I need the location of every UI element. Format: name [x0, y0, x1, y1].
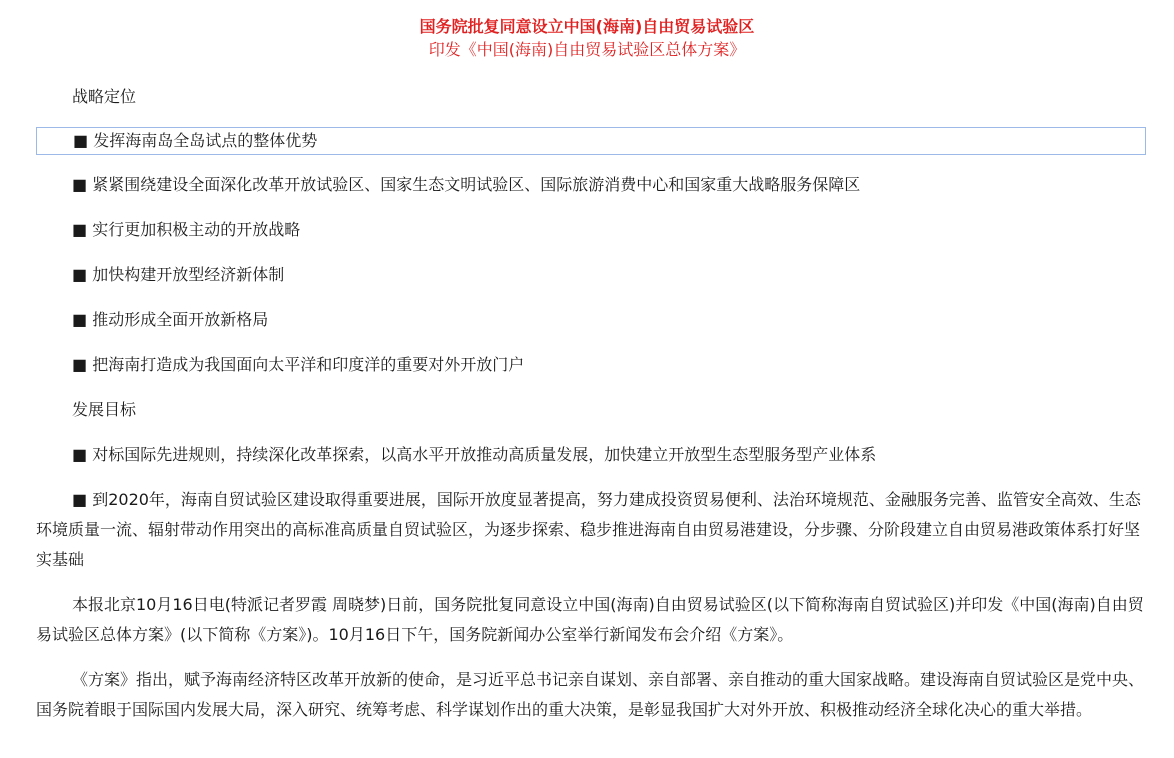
- list-item: ■ 实行更加积极主动的开放战略: [72, 220, 301, 239]
- news-paragraph: 本报北京10月16日电(特派记者罗霞 周晓梦)日前，国务院批复同意设立中国(海南)自由贸易试验区(以下简称海南自贸试验区)并印发《中国(海南)自由贸易试验区总体方案》(以下简称《方案》)。10月16日下午，国务院新闻办公室举行新闻发布会介绍《方案》。: [36, 595, 1144, 644]
- section-heading-strategic-positioning: 战略定位: [72, 87, 137, 106]
- document-body: [36, 82, 1146, 725]
- list-item[interactable]: ■ 发挥海南岛全岛试点的整体优势: [36, 127, 1146, 155]
- document-header: [0, 0, 1174, 62]
- news-paragraph: 《方案》指出，赋予海南经济特区改革开放新的使命，是习近平总书记亲自谋划、亲自部署、亲自推动的重大国家战略。建设海南自贸试验区是党中央、国务院着眼于国际国内发展大局，深入研究、统筹考虑、科学谋划作出的重大决策，是彰显我国扩大对外开放、积极推动经济全球化决心的重大举措。: [36, 670, 1145, 719]
- list-item: ■ 把海南打造成为我国面向太平洋和印度洋的重要对外开放门户: [72, 355, 525, 374]
- document-title: 国务院批复同意设立中国(海南)自由贸易试验区: [419, 17, 755, 36]
- list-item: ■ 对标国际先进规则，持续深化改革探索，以高水平开放推动高质量发展，加快建立开放型生态型服务型产业体系: [72, 445, 877, 464]
- section-heading-development-goals: 发展目标: [72, 400, 137, 419]
- list-item: ■ 紧紧围绕建设全面深化改革开放试验区、国家生态文明试验区、国际旅游消费中心和国家重大战略服务保障区: [72, 175, 861, 194]
- list-item: ■ 加快构建开放型经济新体制: [72, 265, 285, 284]
- list-item: ■ 推动形成全面开放新格局: [72, 310, 269, 329]
- document-subtitle: 印发《中国(海南)自由贸易试验区总体方案》: [428, 40, 746, 59]
- list-item-paragraph: ■ 到2020年，海南自贸试验区建设取得重要进展，国际开放度显著提高，努力建成投资贸易便利、法治环境规范、金融服务完善、监管安全高效、生态环境质量一流、辐射带动作用突出的高标准高质量自贸试验区，为逐步探索、稳步推进海南自由贸易港建设，分步骤、分阶段建立自由贸易港政策体系打好坚实基础: [36, 490, 1141, 569]
